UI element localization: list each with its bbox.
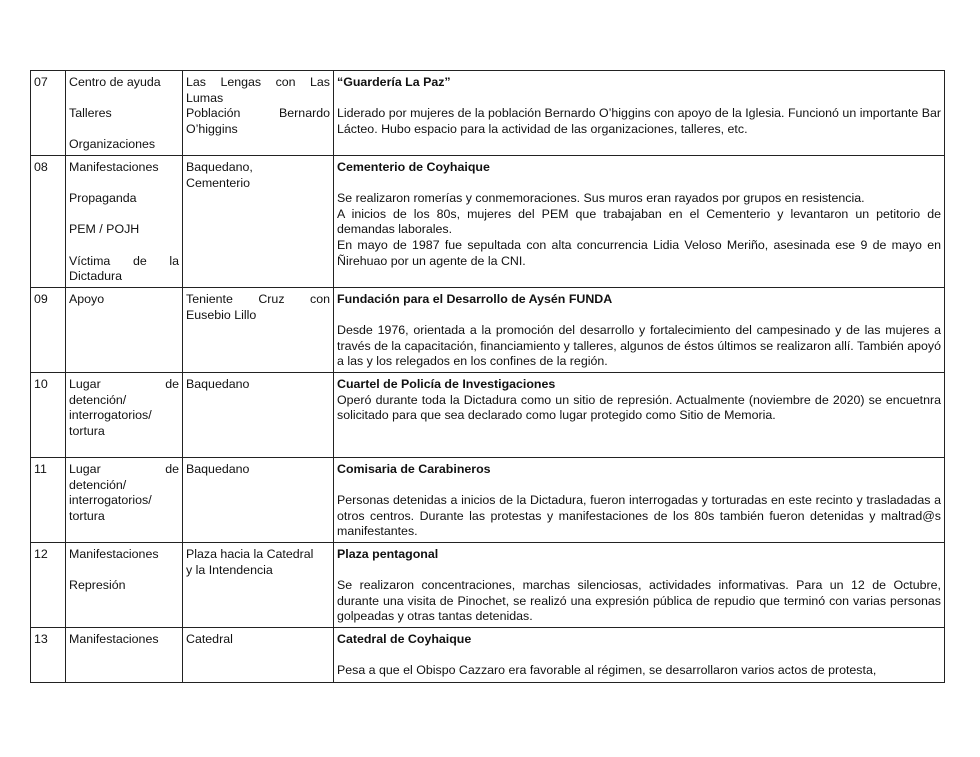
- location-text: Baquedano,: [186, 160, 253, 174]
- row-number: 07: [31, 71, 66, 156]
- site-title: Fundación para el Desarrollo de Aysén FUNDA: [337, 292, 613, 306]
- row-number: 13: [31, 628, 66, 683]
- location-text: Las Lengas con Las: [186, 75, 330, 89]
- site-title: “Guardería La Paz”: [337, 75, 451, 89]
- category-text: Organizaciones: [69, 137, 156, 152]
- memory-sites-table: [30, 70, 945, 683]
- category-text: tortura: [69, 508, 105, 523]
- location-text: Eusebio Lillo: [186, 307, 257, 322]
- category-text: Manifestaciones: [69, 160, 159, 174]
- category-cell: [66, 156, 183, 288]
- description-paragraph: Desde 1976, orientada a la promoción del desarrollo y fortalecimiento del campesinado y de las mujeres a través de la capacitación, financiamiento y talleres, algunos de éstos últimos se realizaron allí. También apoyó a las y los relegados en los confines de la región.: [337, 323, 941, 369]
- table-row: [31, 543, 945, 628]
- description-paragraph: En mayo de 1987 fue sepultada con alta concurrencia Lidia Veloso Meriño, asesinada ese 9 de mayo en Ñirehuao por un agente de la CNI.: [337, 237, 941, 268]
- description-cell: [334, 628, 945, 683]
- category-text: tortura: [69, 423, 105, 438]
- location-cell: [183, 156, 334, 288]
- category-text: Lugar de: [69, 377, 179, 391]
- category-text: Manifestaciones: [69, 632, 159, 646]
- location-text: Lumas: [186, 90, 224, 105]
- location-text: Plaza hacia la Catedral: [186, 547, 314, 561]
- category-text: Dictadura: [69, 269, 123, 284]
- category-text: detención/: [69, 392, 127, 407]
- location-text: Catedral: [186, 632, 233, 646]
- site-title: Cuartel de Policía de Investigaciones: [337, 377, 556, 391]
- description-cell: [334, 373, 945, 458]
- location-text: Baquedano: [186, 377, 250, 391]
- category-cell: [66, 71, 183, 156]
- category-text: Apoyo: [69, 292, 105, 306]
- description-paragraph: Liderado por mujeres de la población Bernardo O’higgins con apoyo de la Iglesia. Funcionó un importante Bar Lácteo. Hubo espacio para la actividad de las organizaciones, talleres, etc.: [337, 106, 941, 136]
- site-title: Plaza pentagonal: [337, 547, 439, 561]
- location-text: y la Intendencia: [186, 562, 273, 577]
- category-text: Talleres: [69, 106, 112, 121]
- category-cell: [66, 288, 183, 373]
- category-text: interrogatorios/: [69, 493, 152, 508]
- description-paragraph: Personas detenidas a inicios de la Dictadura, fueron interrogadas y torturadas en este recinto y trasladadas a otros centros. Durante las protestas y manifestaciones de los 80s también fueron detenidas y maltrad@s manifestantes.: [337, 493, 941, 539]
- row-number: 10: [31, 373, 66, 458]
- category-cell: [66, 458, 183, 543]
- table-row: [31, 373, 945, 458]
- category-cell: [66, 543, 183, 628]
- description-cell: [334, 156, 945, 288]
- row-number: 09: [31, 288, 66, 373]
- table-row: [31, 288, 945, 373]
- category-text: Represión: [69, 578, 126, 593]
- row-number: 12: [31, 543, 66, 628]
- description-cell: [334, 71, 945, 156]
- category-text: PEM / POJH: [69, 222, 140, 237]
- description-paragraph: Operó durante toda la Dictadura como un sitio de represión. Actualmente (noviembre de 2020) se encuetnra solicitado para que sea declarado como lugar protegido como Sitio de Memoria.: [337, 392, 941, 423]
- location-text: Teniente Cruz con: [186, 292, 330, 306]
- site-title: Cementerio de Coyhaique: [337, 160, 490, 174]
- category-text: interrogatorios/: [69, 408, 152, 423]
- location-text: Baquedano: [186, 462, 250, 476]
- category-text: Víctima de la: [69, 253, 179, 268]
- location-cell: [183, 458, 334, 543]
- category-cell: [66, 373, 183, 458]
- location-cell: [183, 71, 334, 156]
- location-cell: [183, 373, 334, 458]
- location-text: Población Bernardo: [186, 106, 330, 121]
- location-cell: [183, 543, 334, 628]
- category-text: detención/: [69, 477, 127, 492]
- row-number: 08: [31, 156, 66, 288]
- row-number: 11: [31, 458, 66, 543]
- category-cell: [66, 628, 183, 683]
- location-text: Cementerio: [186, 175, 251, 190]
- description-cell: [334, 288, 945, 373]
- table-row: [31, 71, 945, 156]
- table-row: [31, 156, 945, 288]
- category-text: Lugar de: [69, 462, 179, 476]
- category-text: Propaganda: [69, 191, 137, 206]
- location-text: O’higgins: [186, 121, 238, 136]
- location-cell: [183, 628, 334, 683]
- table-row: [31, 628, 945, 683]
- location-cell: [183, 288, 334, 373]
- table-row: [31, 458, 945, 543]
- description-paragraph: Se realizaron romerías y conmemoraciones. Sus muros eran rayados por grupos en resistencia.: [337, 191, 865, 206]
- description-cell: [334, 458, 945, 543]
- site-title: Comisaria de Carabineros: [337, 462, 491, 476]
- description-paragraph: Se realizaron concentraciones, marchas silenciosas, actividades informativas. Para un 12 de Octubre, durante una visita de Pinochet, se realizó una expresión pública de repudio que terminó con varias personas golpeadas y otras tantas detenidas.: [337, 578, 941, 624]
- description-cell: [334, 543, 945, 628]
- category-text: Manifestaciones: [69, 547, 159, 561]
- category-text: Centro de ayuda: [69, 75, 161, 89]
- description-paragraph: A inicios de los 80s, mujeres del PEM que trabajaban en el Cementerio y levantaron un petitorio de demandas laborales.: [337, 206, 941, 237]
- description-paragraph: Pesa a que el Obispo Cazzaro era favorable al régimen, se desarrollaron varios actos de protesta,: [337, 663, 877, 678]
- site-title: Catedral de Coyhaique: [337, 632, 472, 646]
